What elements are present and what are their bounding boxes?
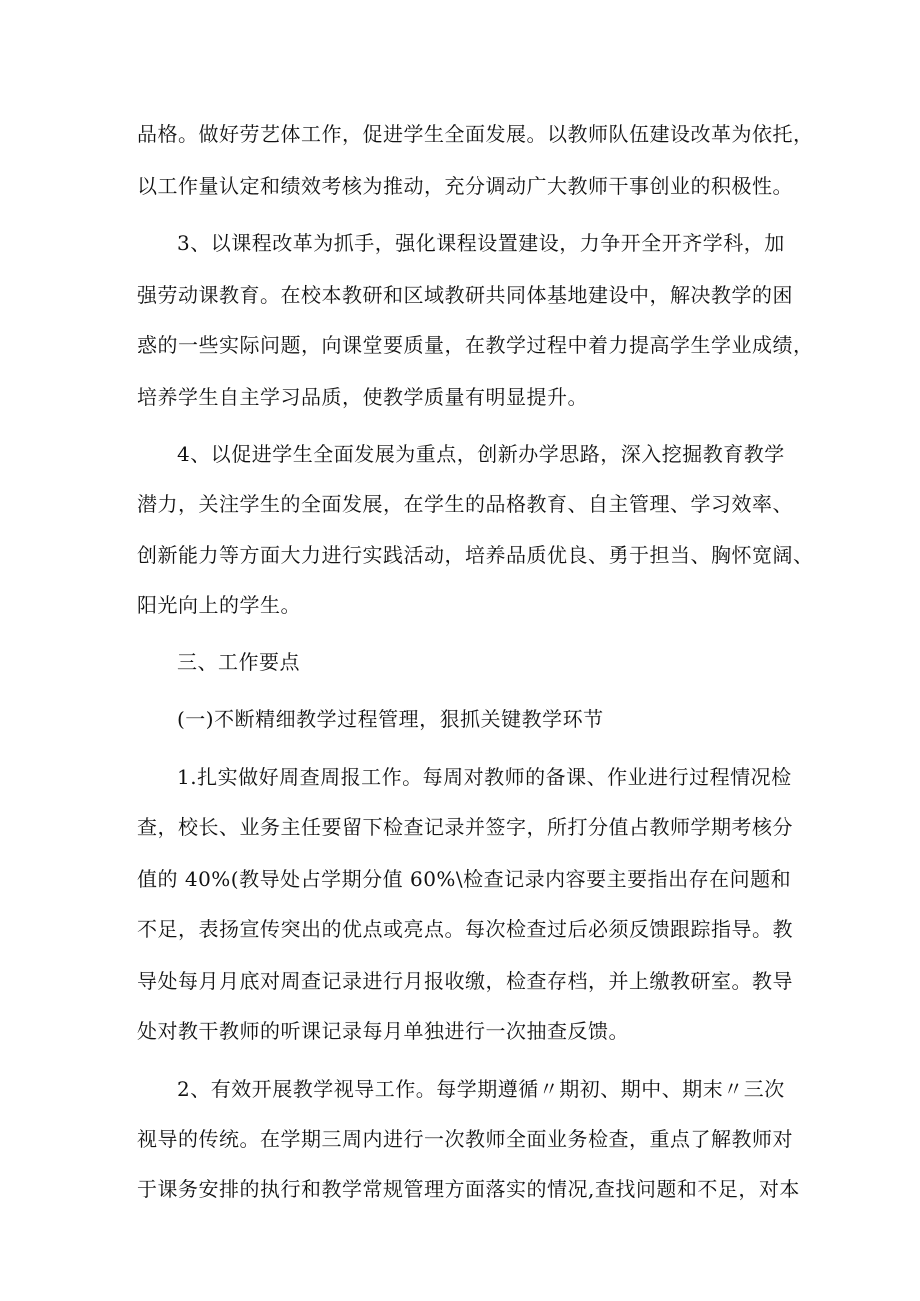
- paragraph-line: 阳光向上的学生。: [137, 593, 301, 617]
- paragraph-line: 视导的传统。在学期三周内进行一次教师全面业务检查，重点了解教师对: [137, 1127, 793, 1151]
- paragraph-line: 4、以促进学生全面发展为重点，创新办学思路，深入挖掘教育教学: [177, 442, 785, 466]
- paragraph-line: 品格。做好劳艺体工作，促进学生全面发展。以教师队伍建设改革为依托，: [137, 122, 814, 146]
- paragraph-line: 强劳动课教育。在校本教研和区域教研共同体基地建设中，解决教学的困: [137, 283, 793, 307]
- paragraph-line: 潜力，关注学生的全面发展，在学生的品格教育、自主管理、学习效率、: [137, 492, 793, 516]
- paragraph-line: 惑的一些实际问题，向课堂要质量，在教学过程中着力提高学生学业成绩，: [137, 333, 814, 357]
- paragraph-line: 于课务安排的执行和教学常规管理方面落实的情况,查找问题和不足，对本: [137, 1177, 800, 1201]
- paragraph-line: 2、有效开展教学视导工作。每学期遵循〃期初、期中、期末〃三次: [177, 1077, 785, 1101]
- paragraph-line: 查，校长、业务主任要留下检查记录并签字，所打分值占教师学期考核分: [137, 815, 793, 839]
- paragraph-line: 创新能力等方面大力进行实践活动，培养品质优良、勇于担当、胸怀宽阔、: [137, 543, 814, 567]
- paragraph-line: 3、以课程改革为抓手，强化课程设置建设，力争开全开齐学科，加: [177, 231, 785, 255]
- paragraph-line: 值的 40%(教导处占学期分值 60%\检查记录内容要主要指出存在问题和: [137, 867, 792, 891]
- paragraph-line: 以工作量认定和绩效考核为推动，充分调动广大教师干事创业的积极性。: [137, 174, 793, 198]
- paragraph-line: 导处每月月底对周查记录进行月报收缴，检查存档，并上缴教研室。教导: [137, 969, 793, 993]
- paragraph-line: 不足，表扬宣传突出的优点或亮点。每次检查过后必须反馈跟踪指导。教: [137, 917, 793, 941]
- section-heading: 三、工作要点: [177, 650, 300, 674]
- paragraph-line: 1.扎实做好周查周报工作。每周对教师的备课、作业进行过程情况检: [177, 765, 792, 789]
- paragraph-line: 培养学生自主学习品质，使教学质量有明显提升。: [137, 385, 588, 409]
- subsection-heading: (一)不断精细教学过程管理，狠抓关键教学环节: [177, 707, 604, 731]
- paragraph-line: 处对教干教师的听课记录每月单独进行一次抽查反馈。: [137, 1019, 629, 1043]
